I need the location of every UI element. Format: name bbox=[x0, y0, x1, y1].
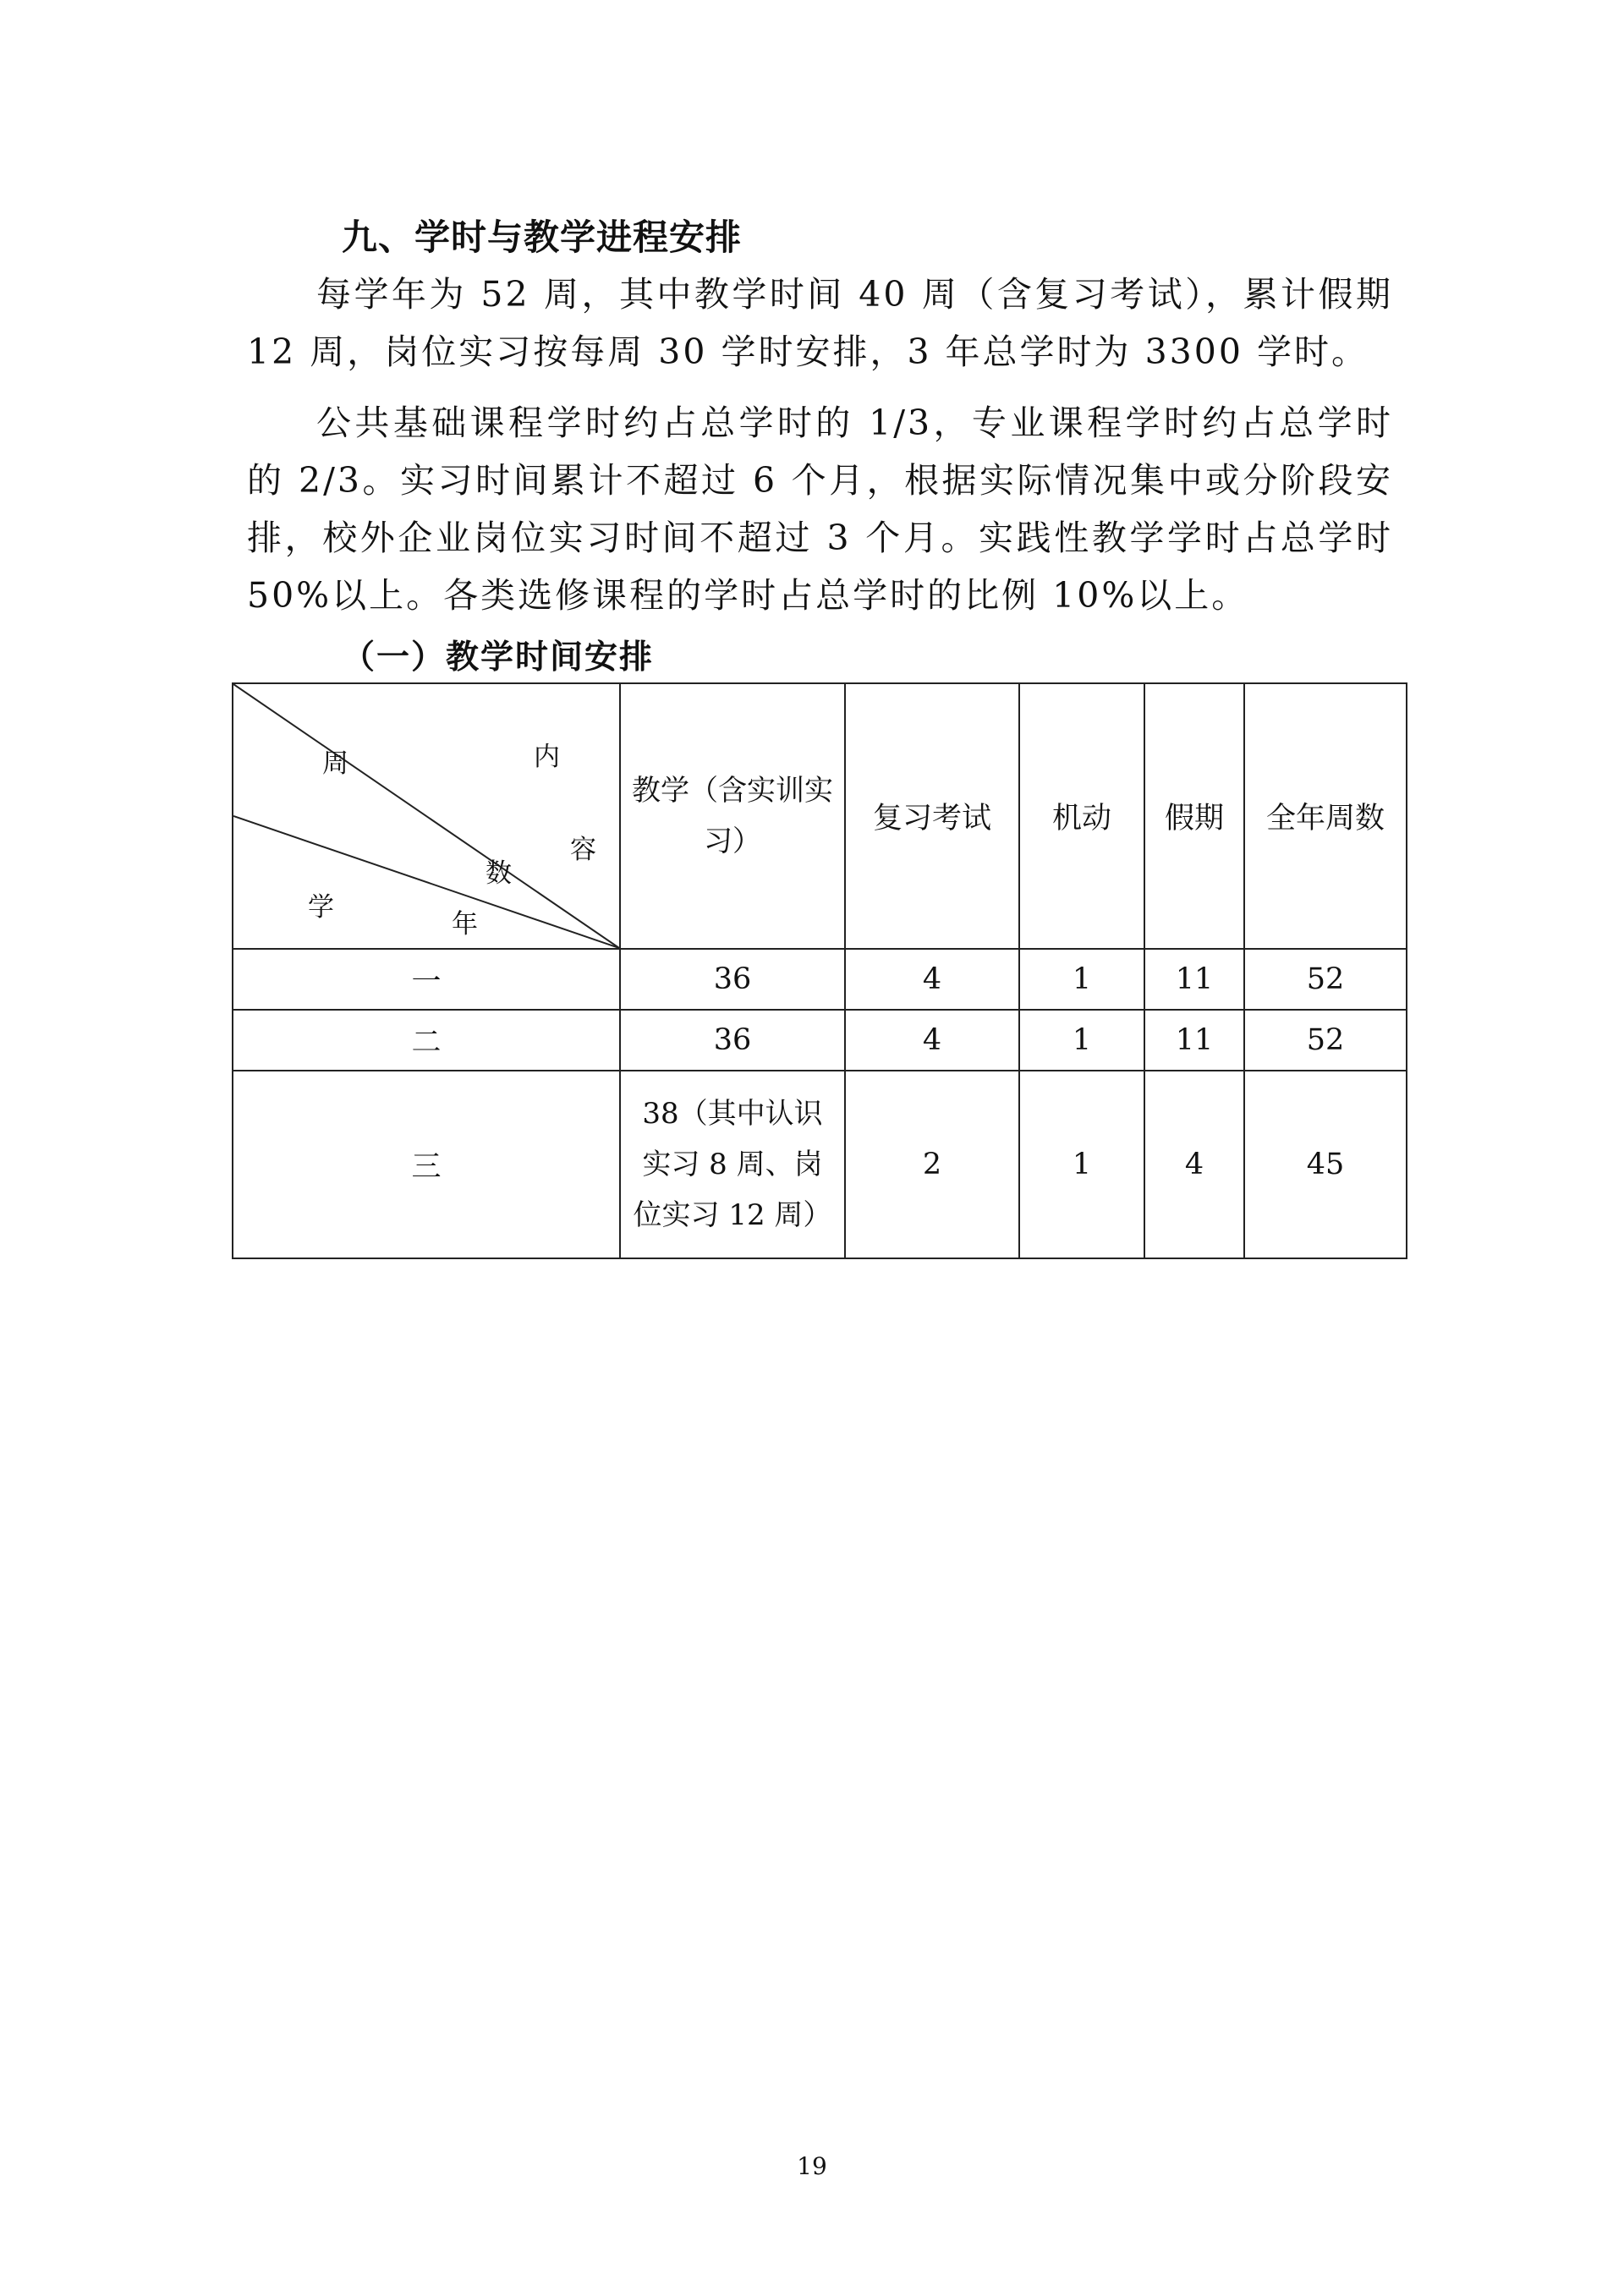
cell-teaching: 36 bbox=[620, 1010, 845, 1071]
cell-year: 三 bbox=[233, 1071, 620, 1258]
header-holiday: 假期 bbox=[1144, 683, 1244, 949]
diag-label-nei: 内 bbox=[534, 742, 560, 772]
header-total: 全年周数 bbox=[1244, 683, 1407, 949]
diag-label-zhou: 周 bbox=[322, 748, 348, 779]
cell-year: 一 bbox=[233, 949, 620, 1010]
paragraph-1: 每学年为 52 周，其中教学时间 40 周（含复习考试），累计假期 12 周，岗位实习按每周 30 学时安排，3 年总学时为 3300 学时。 bbox=[247, 274, 1393, 372]
cell-flex: 1 bbox=[1019, 949, 1144, 1010]
subsection-title: （一）教学时间安排 bbox=[342, 638, 655, 677]
diagonal-lines bbox=[233, 684, 619, 948]
cell-exam: 4 bbox=[845, 1010, 1019, 1071]
header-teaching: 教学（含实训实习） bbox=[620, 683, 845, 949]
cell-holiday: 11 bbox=[1144, 949, 1244, 1010]
cell-exam: 2 bbox=[845, 1071, 1019, 1258]
diag-label-shu: 数 bbox=[486, 858, 512, 889]
cell-holiday: 4 bbox=[1144, 1071, 1244, 1258]
diag-label-xue: 学 bbox=[308, 892, 334, 923]
cell-total: 52 bbox=[1244, 1010, 1407, 1071]
cell-teaching: 38（其中认识实习 8 周、岗位实习 12 周） bbox=[620, 1071, 845, 1258]
paragraph-2: 公共基础课程学时约占总学时的 1/3，专业课程学时约占总学时的 2/3。实习时间累计不超过 6 个月，根据实际情况集中或分阶段安排，校外企业岗位实习时间不超过 3 个月。实践性教学学时占总学时 50%以上。各类选修课程的学时占总学时的比例 10%以上。 bbox=[247, 403, 1393, 616]
table-row bbox=[233, 1071, 1407, 1258]
cell-total: 45 bbox=[1244, 1071, 1407, 1258]
section-title: 九、学时与教学进程安排 bbox=[342, 216, 743, 258]
table-row bbox=[233, 1010, 1407, 1071]
cell-flex: 1 bbox=[1019, 1071, 1144, 1258]
diag-label-rong: 容 bbox=[570, 835, 596, 865]
header-exam: 复习考试 bbox=[845, 683, 1019, 949]
teaching-time-table bbox=[232, 682, 1407, 1259]
cell-flex: 1 bbox=[1019, 1010, 1144, 1071]
cell-year: 二 bbox=[233, 1010, 620, 1071]
diagonal-header-cell bbox=[233, 683, 620, 949]
page-number: 19 bbox=[797, 2152, 827, 2180]
table-header-row bbox=[233, 683, 1407, 949]
cell-exam: 4 bbox=[845, 949, 1019, 1010]
table-row bbox=[233, 949, 1407, 1010]
cell-total: 52 bbox=[1244, 949, 1407, 1010]
diag-label-nian: 年 bbox=[452, 909, 478, 940]
cell-teaching: 36 bbox=[620, 949, 845, 1010]
cell-holiday: 11 bbox=[1144, 1010, 1244, 1071]
header-flex: 机动 bbox=[1019, 683, 1144, 949]
